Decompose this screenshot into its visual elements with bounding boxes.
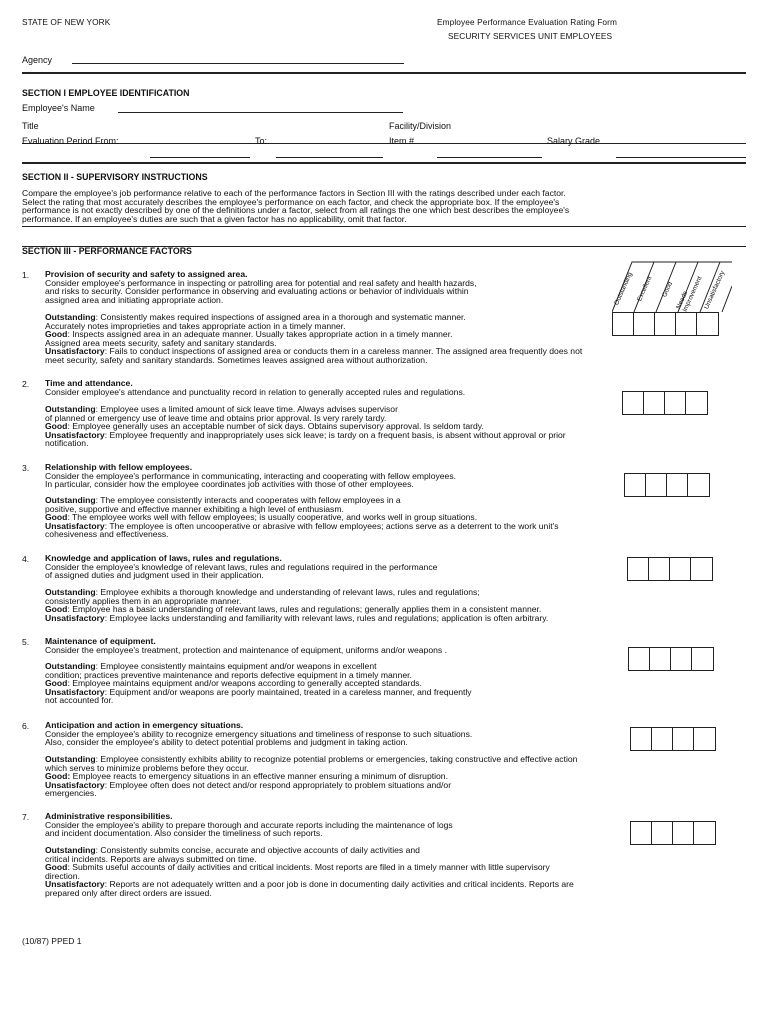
rating-checkbox-outstanding[interactable] xyxy=(629,648,650,670)
section2-title: SECTION II - SUPERVISORY INSTRUCTIONS xyxy=(22,172,208,182)
rating-label: Unsatisfactory xyxy=(45,520,105,531)
employee-name-label: Employee's Name xyxy=(22,103,95,113)
factor-desc: Consider the employee's ability to recognize emergency situations and timeliness of response to such situations. xyxy=(45,728,473,739)
rating-text: : Employee maintains equipment and/or weapons according to generally accepted standards. xyxy=(67,678,422,689)
title-field-line[interactable] xyxy=(22,143,746,144)
divider xyxy=(22,226,746,227)
rating-text: : Fails to conduct inspections of assigned area or conducts them in a careless manner. The assigned area frequently does not xyxy=(104,346,583,357)
rating-text: cohesiveness and effectiveness. xyxy=(45,529,169,540)
rating-text: Employee reacts to emergency situations in an effective manner ensuring a minimum of disruption. xyxy=(70,771,448,782)
form-code: (10/87) PPED 1 xyxy=(22,936,82,946)
rating-label: Unsatisfactory xyxy=(45,612,105,623)
factor-4-ratings xyxy=(45,588,755,622)
rating-text: consistently applies them in an appropriate manner. xyxy=(45,595,242,606)
factor-name: Relationship with fellow employees. xyxy=(45,462,193,472)
rating-text: : Consistently submits concise, accurate and objective accounts of daily activities and xyxy=(95,845,420,855)
rating-checkbox-needs-improvement[interactable] xyxy=(691,558,712,580)
rating-checkbox-outstanding[interactable] xyxy=(631,822,652,844)
rating-text: of planned or emergency use of leave time and obtains prior approval. Is very rarely tardy. xyxy=(45,412,387,423)
rating-checkbox-excellent[interactable] xyxy=(644,392,665,414)
divider xyxy=(22,246,746,247)
rating-label: Good xyxy=(45,862,68,873)
rating-text: : The employee consistently interacts and cooperates with fellow employees in a xyxy=(95,495,401,505)
rating-text: meet security, safety and sanitary standards. Sometimes leaves assigned area without authorization. xyxy=(45,354,428,365)
rating-text: : Employee consistently exhibits ability to recognize potential problems or emergencies, taking constructive and effective action xyxy=(95,754,578,764)
divider xyxy=(22,72,746,74)
factor-number: 2. xyxy=(22,379,30,389)
rating-text: : Employee often does not detect and/or respond appropriately to problem situations and/or xyxy=(104,779,452,790)
factor-5-rating-boxes xyxy=(628,647,714,671)
section1-title: SECTION I EMPLOYEE IDENTIFICATION xyxy=(22,88,190,98)
factor-6-rating-boxes xyxy=(630,727,716,751)
rating-checkbox-needs-improvement[interactable] xyxy=(676,313,697,335)
rating-checkbox-excellent[interactable] xyxy=(646,474,667,496)
factor-desc: Consider the employee's treatment, protection and maintenance of equipment, uniforms and/or weapons . xyxy=(45,644,447,655)
rating-label: Unsatisfactory xyxy=(45,429,105,440)
factor-name: Knowledge and application of laws, rules and regulations. xyxy=(45,553,282,563)
item-label: Item # xyxy=(389,136,415,146)
factor-desc: Consider the employee's performance in communicating, interacting and cooperating with fellow employees. xyxy=(45,470,457,481)
factor-name: Anticipation and action in emergency situations. xyxy=(45,720,244,730)
rating-label: Good xyxy=(45,604,68,615)
factor-desc: of assigned duties and judgment used in their application. xyxy=(45,570,264,581)
rating-checkbox-unsatisfactory[interactable] xyxy=(697,313,718,335)
rating-label: Unsatisfactory xyxy=(45,879,105,890)
factor-desc: In particular, consider how the employee coordinates job activities with those of other employees. xyxy=(45,479,414,490)
rating-checkbox-excellent[interactable] xyxy=(652,728,673,750)
instruction-line: performance is not exactly described by one of the definitions under a factor, select from all ratings the one which best describes the employee's xyxy=(22,205,570,216)
factor-3 xyxy=(22,463,622,489)
factor-number: 6. xyxy=(22,721,30,731)
agency-label: Agency xyxy=(22,55,53,65)
salary-grade-label: Salary Grade xyxy=(547,136,601,146)
rating-text: : Employee generally uses an acceptable number of sick days. Obtains supervisory approval. Is seldom tardy. xyxy=(67,421,484,432)
factor-desc: Consider the employee's ability to prepare thorough and accurate reports including the maintenance of logs xyxy=(45,819,453,830)
factor-3-ratings xyxy=(45,496,755,539)
rating-text: direction. xyxy=(45,870,80,881)
rating-label: Outstanding xyxy=(45,845,96,855)
factor-number: 3. xyxy=(22,463,30,473)
factor-number: 5. xyxy=(22,637,30,647)
rating-text: critical incidents. Reports are always submitted on time. xyxy=(45,853,257,864)
section2-instructions xyxy=(22,189,752,223)
instruction-line: Select the rating that most accurately describes the employee's performance on each factor, and check the appropriate box. If the employee's xyxy=(22,196,560,207)
rating-checkbox-good[interactable] xyxy=(667,474,688,496)
factor-desc: assigned area and initiating appropriate action. xyxy=(45,294,224,305)
facility-label: Facility/Division xyxy=(389,121,452,131)
rating-text: emergencies. xyxy=(45,788,97,799)
evaluation-period-label: Evaluation Period From: xyxy=(22,136,119,146)
rating-header-unsatisfactory: Unsatisfactory xyxy=(703,269,727,311)
instruction-line: Compare the employee's job performance relative to each of the performance factors in Section III with the ratings described under each factor. xyxy=(22,188,566,198)
rating-checkbox-good[interactable] xyxy=(671,648,692,670)
rating-label: Good xyxy=(45,421,68,432)
instruction-line: performance. If an employee's duties are such that a given factor has no applicability, omit that factor. xyxy=(22,213,407,224)
factor-name: Time and attendance. xyxy=(45,378,133,388)
rating-header-excellent: Excellent xyxy=(636,275,654,303)
rating-text: : Inspects assigned area in an adequate manner. Usually takes appropriate action in a timely manner. xyxy=(67,329,453,340)
rating-checkbox-outstanding[interactable] xyxy=(631,728,652,750)
rating-checkbox-needs-improvement[interactable] xyxy=(692,648,713,670)
rating-checkbox-good[interactable] xyxy=(665,392,686,414)
factor-number: 7. xyxy=(22,812,30,822)
period-from-field[interactable] xyxy=(150,157,250,158)
factor-number: 1. xyxy=(22,270,30,280)
factor-7-rating-boxes xyxy=(630,821,716,845)
rating-text: Accurately notes improprieties and takes appropriate action in a timely manner. xyxy=(45,320,346,331)
rating-label: Outstanding xyxy=(45,495,96,505)
factor-name: Maintenance of equipment. xyxy=(45,636,156,646)
rating-label: Outstanding xyxy=(45,587,96,597)
factor-desc: Consider employee's performance in inspecting or patrolling area for potential and real safety and health hazards, xyxy=(45,277,477,288)
rating-text: : The employee works well with fellow employees; is usually cooperative, and works well in group situations. xyxy=(67,512,478,523)
rating-label: Outstanding xyxy=(45,661,96,671)
rating-checkbox-outstanding[interactable] xyxy=(623,392,644,414)
rating-text: : Employee consistently maintains equipment and/or weapons in excellent xyxy=(95,661,377,671)
rating-text: notification. xyxy=(45,438,89,449)
rating-checkbox-needs-improvement[interactable] xyxy=(694,728,715,750)
factor-1-rating-boxes xyxy=(612,312,719,336)
section3-title: SECTION III - PERFORMANCE FACTORS xyxy=(22,246,192,256)
employee-name-field[interactable] xyxy=(118,112,403,113)
rating-header-needs-improvement: Needs Improvement xyxy=(675,275,703,313)
factor-name: Provision of security and safety to assigned area. xyxy=(45,269,248,279)
factor-desc: Consider the employee's knowledge of relevant laws, rules and regulations required in the performance xyxy=(45,561,438,572)
rating-text: condition; practices preventive maintenance and reports defective equipment in a timely manner. xyxy=(45,669,412,680)
factor-2-rating-boxes xyxy=(622,391,708,415)
rating-text: : Equipment and/or weapons are poorly maintained, treated in a careless manner, and frequently xyxy=(104,686,472,697)
factor-4 xyxy=(22,554,622,580)
rating-checkbox-outstanding[interactable] xyxy=(613,313,634,335)
factor-4-rating-boxes xyxy=(627,557,713,581)
rating-text: : Employee exhibits a thorough knowledge and understanding of relevant laws, rules and regulations; xyxy=(95,587,480,597)
rating-text: : Reports are not adequately written and a poor job is done in documenting daily activities and critical incidents. Reports are xyxy=(104,879,574,890)
rating-text: positive, supportive and effective manner exhibiting a high level of enthusiasm. xyxy=(45,503,344,514)
factor-desc: and risks to security. Consider performance in observing and evaluating actions or behavior of individuals within xyxy=(45,286,469,297)
rating-label: Good xyxy=(45,678,68,689)
factor-5 xyxy=(22,637,622,654)
rating-header xyxy=(612,260,732,312)
rating-checkbox-excellent[interactable] xyxy=(649,558,670,580)
rating-header-good: Good xyxy=(661,280,675,299)
rating-checkbox-needs-improvement[interactable] xyxy=(694,822,715,844)
factor-6-ratings xyxy=(45,755,755,798)
factor-number: 4. xyxy=(22,554,30,564)
period-to-field[interactable] xyxy=(276,157,383,158)
rating-label: Good xyxy=(45,329,68,340)
state-name: STATE OF NEW YORK xyxy=(22,17,111,27)
rating-checkbox-outstanding[interactable] xyxy=(628,558,649,580)
rating-label: Outstanding xyxy=(45,312,96,322)
rating-label: Outstanding xyxy=(45,404,96,414)
salary-grade-field[interactable] xyxy=(616,157,746,158)
rating-checkbox-good[interactable] xyxy=(655,313,676,335)
rating-text: : Consistently makes required inspections of assigned area in a thorough and systematic manner. xyxy=(95,312,466,322)
rating-text: prepared only after direct orders are issued. xyxy=(45,887,212,898)
rating-label: Good xyxy=(45,512,68,523)
form-title: Employee Performance Evaluation Rating Form xyxy=(437,17,617,27)
rating-checkbox-excellent[interactable] xyxy=(634,313,655,335)
factor-2 xyxy=(22,379,622,396)
rating-header-outstanding: Outstanding xyxy=(613,271,634,307)
agency-field-line[interactable] xyxy=(72,63,404,64)
rating-text: : Employee has a basic understanding of relevant laws, rules and regulations; generally applies them in a consistent manner. xyxy=(67,604,542,615)
rating-text: : The employee is often uncooperative or abrasive with fellow employees; actions serve as a deterrent to the work unit's xyxy=(104,520,559,531)
to-label: To: xyxy=(255,136,268,146)
rating-checkbox-excellent[interactable] xyxy=(650,648,671,670)
rating-label: Unsatisfactory xyxy=(45,346,105,357)
rating-checkbox-needs-improvement[interactable] xyxy=(686,392,707,414)
factor-desc: and incident documentation. Also consider the timeliness of such reports. xyxy=(45,828,323,839)
rating-text: which serves to minimize problems before they occur. xyxy=(45,762,249,773)
factor-desc: Also, consider the employee's ability to detect potential problems and judgment in taking action. xyxy=(45,737,408,748)
rating-checkbox-outstanding[interactable] xyxy=(625,474,646,496)
rating-text: : Employee lacks understanding and familiarity with relevant laws, rules and regulations; application is often arbitrary. xyxy=(104,612,549,623)
factor-7-ratings xyxy=(45,846,755,898)
rating-label: Unsatisfactory xyxy=(45,779,105,790)
factor-1 xyxy=(22,270,597,304)
rating-checkbox-excellent[interactable] xyxy=(652,822,673,844)
rating-checkbox-good[interactable] xyxy=(670,558,691,580)
rating-label: Good: xyxy=(45,771,71,782)
rating-checkbox-good[interactable] xyxy=(673,728,694,750)
item-field[interactable] xyxy=(437,157,542,158)
rating-text: : Employee frequently and inappropriately uses sick leave; is tardy on a frequent basis, is absent without approval or prior xyxy=(104,429,566,440)
unit-title: SECURITY SERVICES UNIT EMPLOYEES xyxy=(448,31,613,41)
rating-label: Outstanding xyxy=(45,754,96,764)
rating-text: : Employee uses a limited amount of sick leave time. Always advises supervisor xyxy=(95,404,398,414)
rating-text: Assigned area meets security, safety and sanitary standards. xyxy=(45,337,277,348)
factor-name: Administrative responsibilities. xyxy=(45,811,173,821)
rating-label: Unsatisfactory xyxy=(45,686,105,697)
factor-desc: Consider employee's attendance and punctuality record in relation to generally accepted rules and regulations. xyxy=(45,386,466,397)
factor-3-rating-boxes xyxy=(624,473,710,497)
title-label: Title xyxy=(22,121,39,131)
factor-6 xyxy=(22,721,622,747)
divider xyxy=(22,162,746,164)
rating-text: not accounted for. xyxy=(45,695,114,706)
rating-text: : Submits useful accounts of daily activities and critical incidents. Most reports are filed in a timely manner with little supervisory xyxy=(67,862,550,873)
rating-checkbox-good[interactable] xyxy=(673,822,694,844)
rating-checkbox-needs-improvement[interactable] xyxy=(688,474,709,496)
factor-7 xyxy=(22,812,622,838)
